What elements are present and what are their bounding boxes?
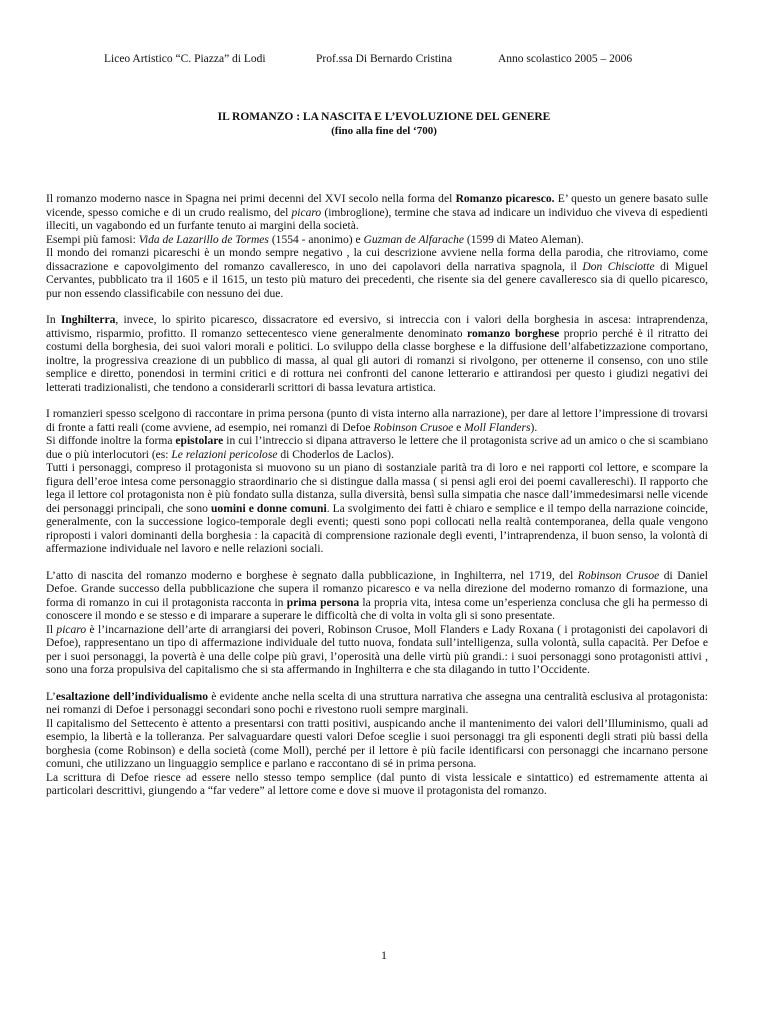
bold-term: Inghilterra — [60, 314, 116, 326]
text: Il mondo dei romanzi picareschi è un mondo sempre negativo , la cui descrizione avviene nella forma della parodia, che ritroviamo, come dissacrazione e capovolgimento del romanzo cavalleresco, in uno dei capolavori della narrativa spagnola, il — [46, 247, 708, 273]
text: Esempi più famosi: — [46, 233, 139, 246]
paragraph-picaresque — [46, 193, 708, 234]
italic-term: picaro — [291, 206, 322, 219]
bold-term: romanzo borghese — [467, 327, 560, 340]
header-school: Liceo Artistico “C. Piazza” di Lodi — [104, 53, 266, 65]
text: ). — [530, 421, 538, 434]
italic-title: Robinson Crusoe — [577, 569, 660, 582]
text: . La svolgimento dei fatti è chiaro e semplice e il tempo della narrazione coincide, generalmente, con la successione logico-temporale degli eventi; questi sono popi collocati nella realtà contemporanea, della quale vengono riproposti i valori dominanti della borghesia : la capacità di comprensione razionale degli eventi, l’intraprendenza, il buon senso, la volontà di affermazione individuale nel lavoro e nelle relazioni sociali. — [46, 502, 708, 555]
text: la propria vita, intesa come un’esperienza conclusa che gli ha permesso di conoscere il mondo e se stesso e di imparare a superare le difficoltà che di volta in volta gli si sono presentate. — [46, 596, 708, 622]
text: Tutti i personaggi, compreso il protagonista si muovono su un piano di sostanziale parità tra di loro e nei rapporti col lettore, e scompare la figura dell’eroe intesa come personaggio straordinario che si distingue dalla massa ( si pensi agli eroi dei poemi cavallereschi). Il rapporto che lega il lettore col protagonista non è più fondato sulla distanza, sulla diversità, bensì sulla simpatia che nasce dall’immedesimarsi nelle vicende dei personaggi principali, che sono — [46, 462, 708, 515]
paragraph-individualism — [46, 691, 708, 718]
header-year: Anno scolastico 2005 – 2006 — [498, 53, 633, 65]
paragraph-epistolary — [46, 435, 708, 462]
document-subtitle: (fino alla fine del ‘700) — [331, 125, 437, 137]
text: I romanzieri spesso scelgono di raccontare in prima persona (punto di vista interno alla narrazione), per dare al lettore l’impressione di trovarsi di fronte a fatti reali (come avviene, ad esempio, nei romanzi di Defoe — [46, 408, 708, 434]
text: di Daniel Defoe. Grande successo della pubblicazione che supera il romanzo picaresco e va nella direzione del moderno romanzo di formazione, una forma di romanzo in cui il protagonista racconta in — [46, 569, 708, 609]
text: proprio perché è il ritratto dei costumi della borghesia, dei suoi valori morali e politici. Lo sviluppo della classe borghese e la diffusione dell’alfabetizzazione comportano, inoltre, la progressiva creazione di un pubblico di massa, al qual gli autori di romanzi si rivolgono, per ottenerne il consenso, con uno stile semplice e diretto, ponendosi in termini critici e di rottura nei confronti del canone letterario e attirandosi per questo i giudizi negativi dei letterati tradizionalisti, che tendono a considerarli scrittori di bassa levatura artistica. — [46, 327, 708, 394]
text: è l’incarnazione dell’arte di arrangiarsi dei poveri, Robinson Crusoe, Moll Flanders e Lady Roxana ( i protagonisti dei capolavori di Defoe), rappresentano un tipo di affermazione individuale del tutto nuova, fondata sull’intelligenza, sulla volontà, sulla capacità. Per Defoe e per i suoi personaggi, la povertà è una delle colpe più gravi, l’operosità una delle virtù più grandi.: i suoi personaggi sono protagonisti attivi , sono una forza propulsiva del capitalismo che si sta affermando in Inghilterra e che sta dilagando in tutto l’Occidente. — [46, 623, 708, 676]
paragraph-don-chisciotte — [46, 247, 708, 301]
italic-term: picaro — [56, 623, 87, 636]
bold-term: uomini e donne comuni — [211, 502, 327, 515]
paragraph-inghilterra — [46, 314, 708, 395]
document-body — [46, 193, 708, 799]
paragraph-robinson — [46, 570, 708, 624]
paragraph-examples — [46, 234, 708, 248]
title-block — [0, 110, 768, 138]
text: E’ questo un genere basato sulle vicende, spesso comiche e di un crudo realismo, del — [46, 193, 708, 219]
paragraph-capitalism: Il capitalismo del Settecento è attento a presentarsi con tratti positivi, auspicando anche il mantenimento dei valori dell’Illuminismo, quali ad esempio, la libertà e la tolleranza. Per salvaguardare questi valori Defoe sceglie i suoi personaggi tra gli esponenti degli strati più bassi della borghesia (come Robinson) e della società (come Moll), perché per il lettore è più facile identificarsi con personaggi che incarnano persone comuni, che utilizzano un linguaggio semplice e parlano e raccontano di sé in prima persona. — [46, 717, 708, 770]
text: Il romanzo moderno nasce in Spagna nei primi decenni del XVI secolo nella forma del — [46, 193, 456, 205]
bold-term: Romanzo picaresco. — [455, 193, 555, 205]
text: di Choderlos de Laclos). — [277, 448, 394, 461]
text: Si diffonde inoltre la forma — [46, 435, 176, 447]
italic-title: Don Chisciotte — [582, 260, 655, 273]
paragraph-writing-style: La scrittura di Defoe riesce ad essere nello stesso tempo semplice (dal punto di vista lessicale e sintattico) ed estremamente attenta ai particolari descrittivi, giungendo a “far vedere” al lettore come e dove si muove il protagonista del romanzo. — [46, 771, 708, 797]
page-number: 1 — [381, 948, 387, 962]
italic-title: Vida de Lazarillo de Tormes — [138, 233, 269, 246]
text: e — [453, 421, 465, 434]
text: In — [46, 314, 61, 326]
bold-term: esaltazione dell’individualismo — [55, 690, 208, 703]
italic-title: Robinson Crusoe — [373, 421, 454, 434]
document-title: IL ROMANZO : LA NASCITA E L’EVOLUZIONE DEL GENERE — [217, 111, 551, 123]
text: Il — [46, 623, 57, 636]
paragraph-first-person — [46, 408, 708, 435]
text: in cui l’intreccio si dipana attraverso le lettere che il protagonista scrive ad un amico o che si scambiano due o più interlocutori (es: — [46, 435, 708, 461]
paragraph-characters — [46, 462, 708, 557]
bold-term: prima persona — [286, 596, 360, 609]
italic-title: Moll Flanders — [464, 421, 531, 434]
italic-title: Guzman de Alfarache — [363, 233, 465, 246]
text: L’atto di nascita del romanzo moderno e borghese è segnato dalla pubblicazione, in Inghilterra, nel 1719, del — [46, 569, 578, 582]
text: è evidente anche nella scelta di una struttura narrativa che assegna una centralità esclusiva al protagonista: nei romanzi di Defoe i personaggi secondari sono pochi e rivestono ruoli sempre marginali. — [46, 690, 708, 716]
text: di Miguel Cervantes, pubblicato tra il 1605 e il 1615, un testo più maturo dei precedenti, che risente sia del genere cavalleresco sia di quello picaresco, pur non essendo classificabile con nessuno dei due. — [46, 260, 708, 300]
italic-title: Le relazioni pericolose — [171, 448, 278, 461]
text: (1599 di Mateo Aleman). — [464, 233, 584, 246]
text: (imbroglione), termine che stava ad indicare un individuo che viveva di espedienti illeciti, un vagabondo ed un furfante tenuto ai margini della società. — [46, 206, 708, 232]
text: (1554 - anonimo) e — [268, 233, 364, 246]
paragraph-picaro-defoe — [46, 624, 708, 678]
bold-term: epistolare — [175, 435, 224, 447]
header-teacher: Prof.ssa Di Bernardo Cristina — [316, 53, 453, 65]
text: L’ — [46, 690, 56, 703]
text: , invece, lo spirito picaresco, dissacratore ed eversivo, si intreccia con i valori della borghesia in ascesa: intraprendenza, attivismo, risparmio, profitto. Il romanzo settecentesco viene generalmente denominato — [46, 314, 708, 340]
